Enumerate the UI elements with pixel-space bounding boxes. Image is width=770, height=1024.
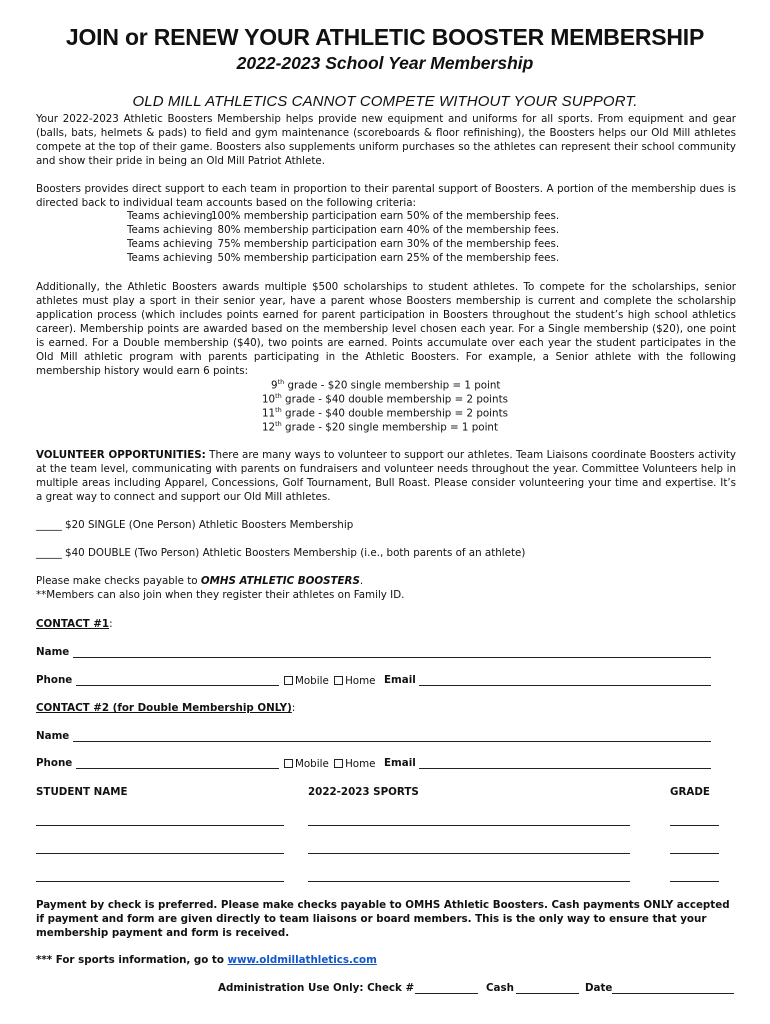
contact2-name-label: Name [36, 730, 70, 742]
double-membership-option[interactable]: _____ $40 DOUBLE (Two Person) Athletic Boosters Membership (i.e., both parents of an athlete) [36, 547, 526, 559]
contact1-phone-label: Phone [36, 674, 73, 686]
contact1-name-label: Name [36, 646, 70, 658]
points-example: 12th grade - $20 single membership = 1 point [262, 420, 498, 434]
sports-header: 2022-2023 SPORTS [308, 786, 419, 798]
student-name-field[interactable] [36, 825, 284, 826]
single-checkline[interactable]: _____ [36, 519, 62, 531]
support-paragraph: Boosters provides direct support to each team in proportion to their parental support of Boosters. A portion of the membership dues is directed back to individual team accounts based on the following criteria: [36, 183, 736, 209]
contact2-email-field[interactable] [419, 768, 711, 769]
tagline: OLD MILL ATHLETICS CANNOT COMPETE WITHOUT YOUR SUPPORT. [132, 93, 638, 110]
sports-field[interactable] [308, 881, 630, 882]
contact1-phone-type[interactable]: Mobile Home [284, 675, 375, 687]
contact1-name-field[interactable] [73, 657, 711, 658]
grade-field[interactable] [670, 881, 719, 882]
date-label: Date [585, 982, 613, 994]
points-example: 9th grade - $20 single membership = 1 point [271, 378, 501, 392]
double-checkline[interactable]: _____ [36, 547, 62, 559]
volunteer-heading: VOLUNTEER OPPORTUNITIES: [36, 449, 206, 461]
website-link[interactable]: www.oldmillathletics.com [227, 954, 377, 966]
tier-value: 80% membership participation earn 40% of the membership fees. [211, 224, 560, 236]
sports-info-line: *** For sports information, go to www.oldmillathletics.com [36, 954, 377, 966]
contact1-email-field[interactable] [419, 685, 711, 686]
sports-field[interactable] [308, 825, 630, 826]
tier-label: Teams achieving [127, 252, 213, 264]
page-subtitle: 2022-2023 School Year Membership [236, 53, 534, 73]
grade-field[interactable] [670, 853, 719, 854]
payable-line: Please make checks payable to OMHS ATHLETIC BOOSTERS. [36, 575, 364, 587]
contact2-email-label: Email [384, 757, 416, 769]
contact1-email-label: Email [384, 674, 416, 686]
contact1-phone-field[interactable] [76, 685, 279, 686]
home-checkbox[interactable] [334, 676, 343, 685]
sports-field[interactable] [308, 853, 630, 854]
student-name-header: STUDENT NAME [36, 786, 128, 798]
family-id-note: **Members can also join when they register their athletes on Family ID. [36, 589, 405, 601]
payee-name: OMHS ATHLETIC BOOSTERS [200, 575, 360, 587]
tier-label: Teams achieving [127, 224, 213, 236]
date-field[interactable] [612, 993, 734, 994]
single-membership-option[interactable]: _____ $20 SINGLE (One Person) Athletic Boosters Membership [36, 519, 354, 531]
grade-field[interactable] [670, 825, 719, 826]
student-name-field[interactable] [36, 881, 284, 882]
student-name-field[interactable] [36, 853, 284, 854]
tier-label: Teams achieving [127, 238, 213, 250]
tier-value: 100% membership participation earn 50% of the membership fees. [211, 210, 560, 222]
contact2-heading: CONTACT #2 (for Double Membership ONLY): [36, 702, 296, 714]
home-checkbox[interactable] [334, 759, 343, 768]
scholarship-paragraph: Additionally, the Athletic Boosters awards multiple $500 scholarships to student athletes. To compete for the scholarships, senior athletes must play a sport in their senior year, have a parent whose Boosters membership is current and complete the scholarship application process (which includes points earned for parent participation in Boosters throughout the student’s high school athletics career). Membership points are awarded based on the membership level chosen each year. For a Single membership ($20), one point is earned. For a Double membership ($40), two points are earned. Points accumulate over each year the student participates in the Old Mill athletic program with parents participating in the Athletic Boosters. For example, a Senior athlete with the following membership history would earn 6 points: [36, 281, 736, 377]
intro-paragraph: Your 2022-2023 Athletic Boosters Membership helps provide new equipment and uniforms for all sports. From equipment and gear (balls, bats, helmets & pads) to field and gym maintenance (scoreboards & floor refinishing), the Boosters helps our Old Mill athletes compete at the top of their game. Boosters also supplements uniform purchases so the athletes can represent their school community and show their pride in being an Old Mill Patriot Athlete. [36, 113, 736, 167]
tier-label: Teams achieving [127, 210, 213, 222]
check-number-field[interactable] [415, 993, 478, 994]
points-example: 11th grade - $40 double membership = 2 points [262, 406, 508, 420]
cash-field[interactable] [516, 993, 579, 994]
contact2-phone-field[interactable] [76, 768, 279, 769]
payment-note: Payment by check is preferred. Please make checks payable to OMHS Athletic Boosters. Cash payments ONLY accepted if payment and form are given directly to team liaisons or board members. This is the only way to ensure that your membership payment and form is received. [36, 899, 730, 939]
contact1-heading: CONTACT #1: [36, 618, 113, 630]
tier-value: 50% membership participation earn 25% of the membership fees. [211, 252, 560, 264]
contact2-phone-type[interactable]: Mobile Home [284, 758, 375, 770]
cash-label: Cash [486, 982, 514, 994]
grade-header: GRADE [670, 786, 710, 798]
tier-value: 75% membership participation earn 30% of the membership fees. [211, 238, 560, 250]
mobile-checkbox[interactable] [284, 676, 293, 685]
contact2-name-field[interactable] [73, 741, 711, 742]
admin-label: Administration Use Only: Check # [218, 982, 415, 994]
volunteer-paragraph: VOLUNTEER OPPORTUNITIES: There are many ways to volunteer to support our athletes. Team Liaisons coordinate Boosters activity at the team level, communicating with parents on fundraisers and volunteer needs throughout the year. Committee Volunteers help in multiple areas including Apparel, Concessions, Golf Tournament, Bull Roast. Please consider volunteering your time and expertise. It’s a great way to connect and support our Old Mill athletes. [36, 449, 736, 503]
contact2-phone-label: Phone [36, 757, 73, 769]
mobile-checkbox[interactable] [284, 759, 293, 768]
page-title: JOIN or RENEW YOUR ATHLETIC BOOSTER MEMBERSHIP [65, 24, 705, 50]
points-example: 10th grade - $40 double membership = 2 points [262, 392, 508, 406]
